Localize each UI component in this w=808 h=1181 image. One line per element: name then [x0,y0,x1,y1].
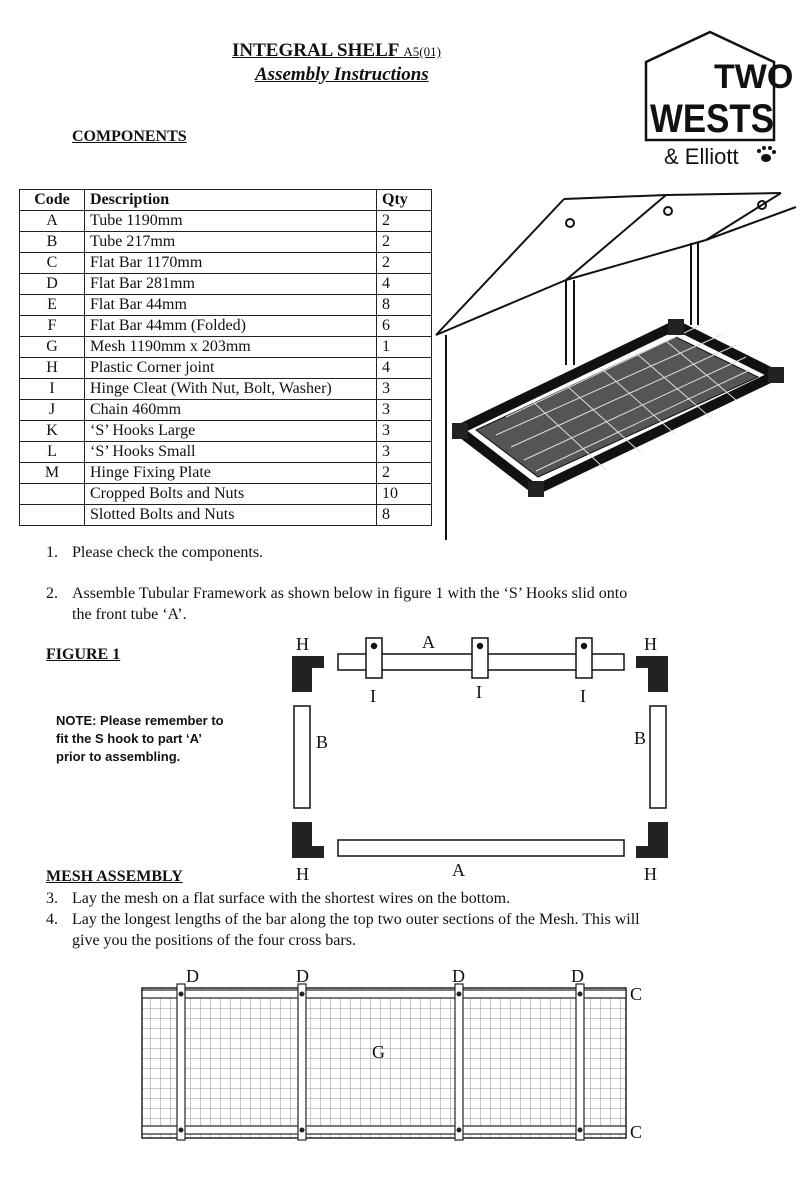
label-c: C [630,984,643,1004]
row-desc: Flat Bar 1170mm [85,253,377,274]
table-row [20,421,432,442]
row-desc: Mesh 1190mm x 203mm [85,337,377,358]
label-d: D [296,966,309,986]
logo-two: TWO [714,58,794,96]
mesh-g [142,988,626,1138]
row-qty: 4 [377,274,432,295]
table-row [20,211,432,232]
row-desc: Plastic Corner joint [85,358,377,379]
logo-wests: WESTS [650,97,774,141]
row-desc: Flat Bar 44mm [85,295,377,316]
row-code: I [20,379,85,400]
row-code: A [20,211,85,232]
label-i: I [580,686,586,706]
row-code: K [20,421,85,442]
row-code: H [20,358,85,379]
label-g: G [372,1042,385,1062]
step-4-text-b: give you the positions of the four cross bars. [72,932,356,949]
title-text: INTEGRAL SHELF [232,40,399,61]
col-code: Code [20,190,85,211]
row-qty: 8 [377,295,432,316]
row-desc: Flat Bar 281mm [85,274,377,295]
row-desc: Cropped Bolts and Nuts [85,484,377,505]
step-3-text: Lay the mesh on a flat surface with the shortest wires on the bottom. [72,890,511,907]
note-line-1: NOTE: Please remember to [56,713,224,728]
step-1-num: 1. [46,544,58,561]
table-row [20,274,432,295]
label-a: A [422,632,435,652]
cross-bar-d [455,984,463,1140]
row-code: L [20,442,85,463]
figure1-heading: FIGURE 1 [46,646,121,663]
mesh-diagram [130,958,660,1148]
row-qty: 8 [377,505,432,526]
row-desc: Chain 460mm [85,400,377,421]
row-desc: Hinge Fixing Plate [85,463,377,484]
row-qty: 2 [377,253,432,274]
row-code: C [20,253,85,274]
paw-print-icon [757,146,776,162]
label-h: H [296,634,309,654]
table-row [20,463,432,484]
cross-bar-d [298,984,306,1140]
tube-b-right [650,706,666,808]
label-b: B [634,728,647,748]
table-row [20,379,432,400]
row-code: F [20,316,85,337]
row-desc: Tube 1190mm [85,211,377,232]
cross-bar-d [177,984,185,1140]
label-d: D [571,966,584,986]
row-desc: ‘S’ Hooks Large [85,421,377,442]
row-code: B [20,232,85,253]
tube-b-left [294,706,310,808]
step-2-text-a: Assemble Tubular Framework as shown below in figure 1 with the ‘S’ Hooks slid onto [72,585,628,602]
mesh-heading: MESH ASSEMBLY [46,868,183,885]
col-description: Description [85,190,377,211]
step-4-text-a: Lay the longest lengths of the bar along the top two outer sections of the Mesh. This will [72,911,640,928]
step-3-num: 3. [46,890,58,907]
label-c: C [630,1122,643,1142]
row-qty: 3 [377,421,432,442]
row-qty: 6 [377,316,432,337]
table-row [20,484,432,505]
label-d: D [452,966,465,986]
table-row [20,253,432,274]
table-row [20,400,432,421]
step-2-num: 2. [46,585,58,602]
row-code: E [20,295,85,316]
row-qty: 3 [377,442,432,463]
row-code: M [20,463,85,484]
figure1-note [56,712,256,766]
table-row [20,295,432,316]
table-row [20,505,432,526]
table-row [20,442,432,463]
label-i: I [476,682,482,702]
step-4 [46,909,640,951]
step-1-text: Please check the components. [72,544,264,561]
step-4-num: 4. [46,911,58,928]
step-2-text-b: the front tube ‘A’. [72,606,187,623]
row-desc: Tube 217mm [85,232,377,253]
note-line-3: prior to assembling. [56,749,181,764]
step-1 [46,542,263,563]
shelf-illustration [436,185,796,540]
row-qty: 2 [377,211,432,232]
label-h: H [644,864,657,884]
table-row [20,232,432,253]
table-row [20,358,432,379]
logo-elliott: & Elliott [664,144,739,169]
label-a: A [452,860,465,880]
row-qty: 3 [377,400,432,421]
row-code: J [20,400,85,421]
row-qty: 4 [377,358,432,379]
step-2 [46,583,627,625]
label-d: D [186,966,199,986]
components-table [19,189,432,526]
flat-bar-c-top [142,990,626,998]
page-subtitle: Assembly Instructions [255,64,429,85]
table-row [20,316,432,337]
brand-logo [640,32,794,172]
row-code: D [20,274,85,295]
row-desc: Slotted Bolts and Nuts [85,505,377,526]
label-h: H [644,634,657,654]
table-header-row [20,190,432,211]
row-desc: Hinge Cleat (With Nut, Bolt, Washer) [85,379,377,400]
title-code: A5(01) [403,44,441,59]
row-qty: 2 [377,232,432,253]
row-desc: Flat Bar 44mm (Folded) [85,316,377,337]
page-title [232,40,441,62]
label-b: B [316,732,329,752]
note-line-2: fit the S hook to part ‘A’ [56,731,202,746]
components-heading: COMPONENTS [72,128,187,145]
step-3 [46,888,510,909]
tube-a-bottom [338,840,624,856]
col-qty: Qty [377,190,432,211]
row-code [20,505,85,526]
figure1-diagram [280,628,680,888]
cross-bar-d [576,984,584,1140]
row-qty: 2 [377,463,432,484]
flat-bar-c-bottom [142,1126,626,1134]
row-qty: 3 [377,379,432,400]
row-qty: 10 [377,484,432,505]
label-i: I [370,686,376,706]
shelf-tray [452,319,784,497]
table-row [20,337,432,358]
row-qty: 1 [377,337,432,358]
label-h: H [296,864,309,884]
row-code [20,484,85,505]
row-desc: ‘S’ Hooks Small [85,442,377,463]
row-code: G [20,337,85,358]
